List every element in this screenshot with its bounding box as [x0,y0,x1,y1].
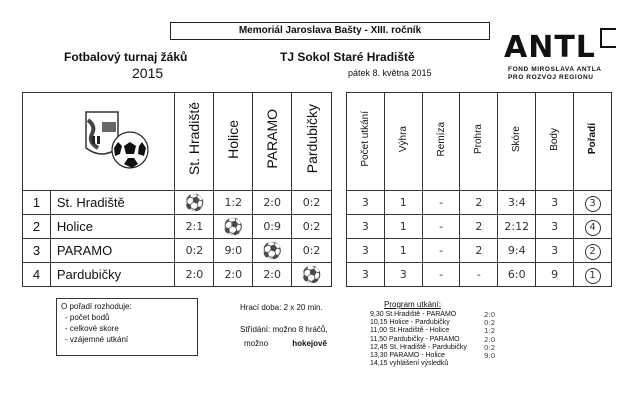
score-cell: 0:2 [292,239,332,263]
match-date: pátek 8. května 2015 [348,68,432,78]
rank-value: 4 [585,220,601,236]
stats-col-header: Prohra [460,93,498,191]
matrix-row [23,191,332,215]
rules-item: - počet bodů [65,313,110,322]
program-item: 14,15 vyhlášení výsledků [370,360,449,368]
stat-cell: - [422,215,460,239]
rank-cell [574,263,612,287]
stats-col-header: Počet utkání [347,93,385,191]
stats-col-header: Skóre [498,93,536,191]
year: 2015 [132,65,164,81]
emblem-cell [23,93,175,191]
stat-cell: 1 [384,215,422,239]
memorial-title: Memoriál Jaroslava Bašty - XIII. ročník [170,22,490,40]
program-item: 11,00 St.Hradiště - Holice 1:2 [370,327,496,336]
stat-cell: 3 [536,191,574,215]
matrix-col-header: PARAMO [253,93,292,191]
substitution-bold: hokejově [292,339,327,348]
results-matrix [22,92,332,287]
program-item: 12,45 St. Hradiště - Pardubičky 0:2 [370,343,496,352]
score-cell: 1:2 [214,191,253,215]
player-icon: ⚽ [292,263,332,287]
rank-cell [574,215,612,239]
rules-item: - vzájemné utkání [65,335,129,344]
score-cell: 0:2 [292,191,332,215]
team-name: Pardubičky [50,263,175,287]
team-name: PARAMO [50,239,175,263]
stats-header-row [347,93,612,191]
stat-cell: 9 [536,263,574,287]
player-icon: ⚽ [253,239,292,263]
matrix-row [23,239,332,263]
game-duration: Hrací doba: 2 x 20 min. [240,303,323,312]
rank-cell [574,239,612,263]
stats-row [347,239,612,263]
stats-table [346,92,612,287]
matrix-col-header: Holice [214,93,253,191]
matrix-row [23,263,332,287]
rules-item: - celkové skore [65,324,119,333]
player-icon: ⚽ [175,191,214,215]
club-name: TJ Sokol Staré Hradiště [280,50,415,64]
substitution-prefix: možno [244,339,269,348]
stat-cell: 9:4 [498,239,536,263]
stat-cell: 3 [347,263,385,287]
score-cell: 2:0 [175,263,214,287]
stat-cell: 2 [460,239,498,263]
stats-col-header: Pořadí [574,93,612,191]
stats-row [347,263,612,287]
score-cell: 2:0 [253,191,292,215]
stat-cell: 1 [384,191,422,215]
team-name: St. Hradiště [50,191,175,215]
rank-value: 3 [585,196,601,212]
stats-row [347,191,612,215]
stats-col-header: Výhra [384,93,422,191]
score-cell: 9:0 [214,239,253,263]
stat-cell: - [460,263,498,287]
program-item: 10,15 Holice - Pardubičky 0:2 [370,319,496,328]
stat-cell: - [422,191,460,215]
substitution-note [244,338,327,349]
stat-cell: 3 [347,191,385,215]
tournament-title: Fotbalový turnaj žáků [64,50,188,64]
logo-line1: FOND MIROSLAVA ANTLA [508,66,602,73]
score-cell: 0:2 [175,239,214,263]
row-number: 3 [23,239,51,263]
stat-cell: 3 [384,263,422,287]
rank-value: 2 [585,244,601,260]
rules-title: O pořadí rozhoduje: [61,302,132,311]
rules-box [56,298,198,356]
matrix-col-header: St. Hradiště [175,93,214,191]
row-number: 4 [23,263,51,287]
player-icon: ⚽ [214,215,253,239]
score-cell: 2:0 [253,263,292,287]
stat-cell: 3:4 [498,191,536,215]
stat-cell: 2 [460,215,498,239]
logo-line2: PRO ROZVOJ REGIONU [508,74,594,81]
program-item: 9,30 St.Hradiště - PARAMO 2:0 [370,311,496,319]
stat-cell: 2:12 [498,215,536,239]
stat-cell: 1 [384,239,422,263]
matrix-header-row [23,93,332,191]
stat-cell: 3 [536,239,574,263]
stat-cell: 2 [460,191,498,215]
stat-cell: - [422,263,460,287]
stats-col-header: Remíza [422,93,460,191]
row-number: 1 [23,191,51,215]
score-cell: 2:0 [214,263,253,287]
stats-row [347,215,612,239]
program-title: Program utkání: [384,300,441,309]
antl-logo [498,22,628,82]
stat-cell: 6:0 [498,263,536,287]
matrix-col-header: Pardubičky [292,93,332,191]
rank-cell [574,191,612,215]
logo-word: ANTL [504,30,596,65]
score-cell: 2:1 [175,215,214,239]
match-program [370,300,610,368]
stat-cell: 3 [347,215,385,239]
rank-value: 1 [585,268,601,284]
stat-cell: - [422,239,460,263]
stat-cell: 3 [536,215,574,239]
score-cell: 0:9 [253,215,292,239]
matrix-row [23,215,332,239]
program-item: 11,50 Pardubičky - PARAMO 2:0 [370,335,496,344]
stat-cell: 3 [347,239,385,263]
program-item: 13,30 PARAMO - Holice 9:0 [370,352,496,361]
logo-box-icon [600,28,616,48]
substitution-rule: Střídání: možno 8 hráčů, [240,325,328,334]
stats-col-header: Body [536,93,574,191]
score-cell: 0:2 [292,215,332,239]
row-number: 2 [23,215,51,239]
team-name: Holice [50,215,175,239]
